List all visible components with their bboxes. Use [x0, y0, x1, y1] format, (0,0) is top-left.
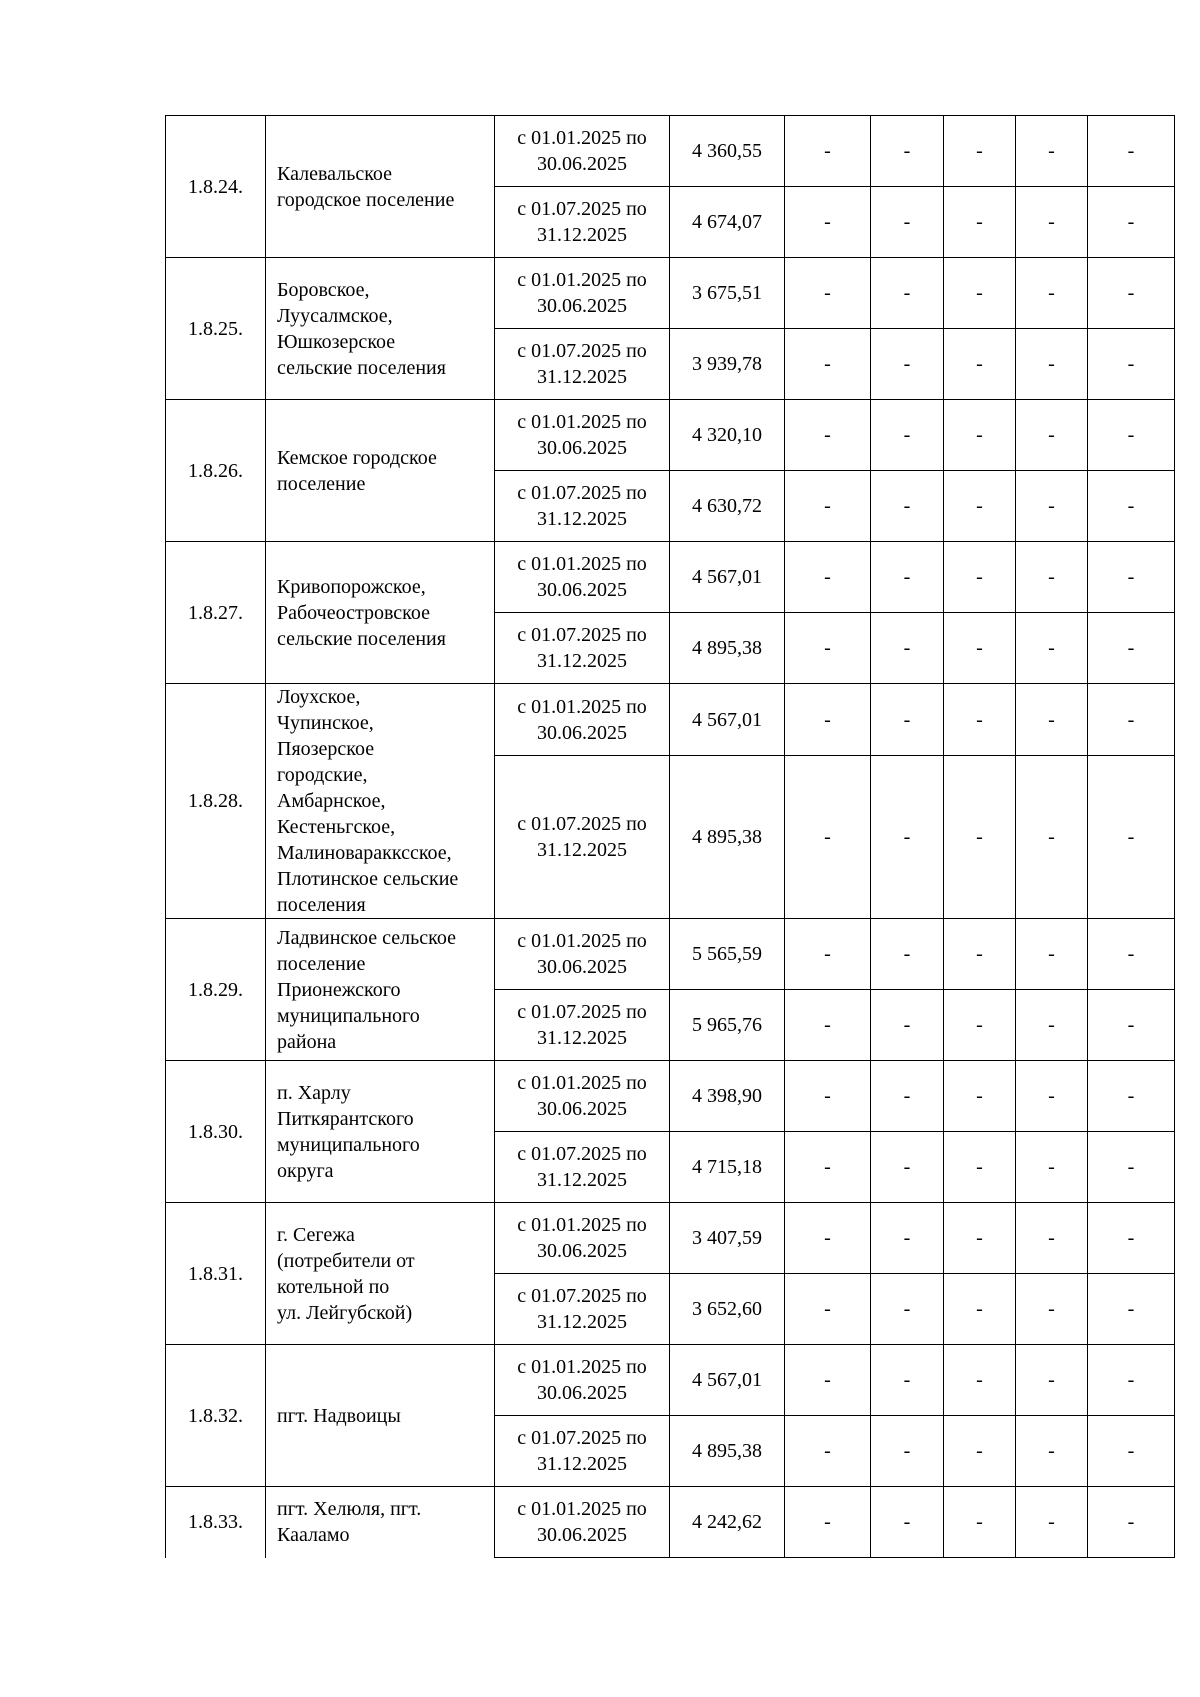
settlement-name: Ладвинское сельское поселение Прионежского муниципального района: [266, 919, 495, 1061]
empty-value-cell: -: [785, 1416, 871, 1487]
empty-value-cell: -: [1088, 1416, 1175, 1487]
tariff-value: 4 360,55: [670, 116, 785, 187]
empty-value-cell: -: [1088, 116, 1175, 187]
empty-value-cell: -: [1088, 1487, 1175, 1558]
empty-value-cell: -: [785, 684, 871, 756]
period-cell: с 01.01.2025 по 30.06.2025: [495, 1487, 670, 1558]
period-cell: с 01.01.2025 по 30.06.2025: [495, 542, 670, 613]
settlement-name: Кривопорожское, Рабочеостровское сельские поселения: [266, 542, 495, 684]
tariff-value: 4 895,38: [670, 613, 785, 684]
empty-value-cell: -: [1016, 258, 1088, 329]
empty-value-cell: -: [944, 258, 1016, 329]
empty-value-cell: -: [871, 990, 944, 1061]
empty-value-cell: -: [871, 919, 944, 990]
settlement-name: Кемское городское поселение: [266, 400, 495, 542]
period-cell: с 01.01.2025 по 30.06.2025: [495, 919, 670, 990]
empty-value-cell: -: [1088, 187, 1175, 258]
empty-value-cell: -: [944, 1416, 1016, 1487]
empty-value-cell: -: [1016, 1487, 1088, 1558]
empty-value-cell: -: [944, 1487, 1016, 1558]
empty-value-cell: -: [1016, 116, 1088, 187]
empty-value-cell: -: [785, 471, 871, 542]
empty-value-cell: -: [871, 400, 944, 471]
period-cell: с 01.07.2025 по 31.12.2025: [495, 1416, 670, 1487]
empty-value-cell: -: [785, 400, 871, 471]
period-cell: с 01.01.2025 по 30.06.2025: [495, 1061, 670, 1132]
empty-value-cell: -: [1088, 1274, 1175, 1345]
tariff-value: 4 895,38: [670, 1416, 785, 1487]
period-cell: с 01.01.2025 по 30.06.2025: [495, 116, 670, 187]
empty-value-cell: -: [944, 1274, 1016, 1345]
empty-value-cell: -: [871, 756, 944, 919]
period-cell: с 01.07.2025 по 31.12.2025: [495, 1132, 670, 1203]
empty-value-cell: -: [785, 990, 871, 1061]
tariff-value: 4 567,01: [670, 684, 785, 756]
empty-value-cell: -: [785, 1487, 871, 1558]
empty-value-cell: -: [1016, 613, 1088, 684]
row-number: 1.8.25.: [166, 258, 266, 400]
empty-value-cell: -: [871, 684, 944, 756]
tariff-value: 3 407,59: [670, 1203, 785, 1274]
row-number: 1.8.28.: [166, 684, 266, 919]
empty-value-cell: -: [1088, 613, 1175, 684]
settlement-name: Калевальское городское поселение: [266, 116, 495, 258]
empty-value-cell: -: [1088, 990, 1175, 1061]
empty-value-cell: -: [944, 919, 1016, 990]
empty-value-cell: -: [1016, 329, 1088, 400]
empty-value-cell: -: [944, 116, 1016, 187]
empty-value-cell: -: [1016, 756, 1088, 919]
empty-value-cell: -: [785, 1061, 871, 1132]
empty-value-cell: -: [1016, 400, 1088, 471]
empty-value-cell: -: [944, 187, 1016, 258]
empty-value-cell: -: [944, 684, 1016, 756]
empty-value-cell: -: [1088, 1345, 1175, 1416]
empty-value-cell: -: [1088, 1132, 1175, 1203]
empty-value-cell: -: [1016, 1203, 1088, 1274]
table-row: [166, 542, 1175, 613]
tariff-table: [165, 115, 1175, 1558]
empty-value-cell: -: [785, 1345, 871, 1416]
empty-value-cell: -: [1088, 400, 1175, 471]
tariff-value: 3 675,51: [670, 258, 785, 329]
empty-value-cell: -: [785, 1274, 871, 1345]
table-row: [166, 1061, 1175, 1132]
settlement-name: г. Сегежа (потребители от котельной по ул. Лейгубской): [266, 1203, 495, 1345]
empty-value-cell: -: [1016, 471, 1088, 542]
empty-value-cell: -: [944, 1345, 1016, 1416]
empty-value-cell: -: [785, 258, 871, 329]
empty-value-cell: -: [944, 329, 1016, 400]
empty-value-cell: -: [944, 471, 1016, 542]
period-cell: с 01.07.2025 по 31.12.2025: [495, 756, 670, 919]
period-cell: с 01.01.2025 по 30.06.2025: [495, 684, 670, 756]
period-cell: с 01.01.2025 по 30.06.2025: [495, 1203, 670, 1274]
empty-value-cell: -: [1088, 919, 1175, 990]
row-number: 1.8.26.: [166, 400, 266, 542]
empty-value-cell: -: [871, 1274, 944, 1345]
empty-value-cell: -: [1016, 684, 1088, 756]
empty-value-cell: -: [1088, 756, 1175, 919]
table-row: [166, 258, 1175, 329]
tariff-value: 4 320,10: [670, 400, 785, 471]
row-number: 1.8.27.: [166, 542, 266, 684]
period-cell: с 01.07.2025 по 31.12.2025: [495, 471, 670, 542]
empty-value-cell: -: [871, 1416, 944, 1487]
settlement-name: пгт. Хелюля, пгт. Кааламо: [266, 1487, 495, 1558]
empty-value-cell: -: [871, 613, 944, 684]
row-number: 1.8.30.: [166, 1061, 266, 1203]
empty-value-cell: -: [1016, 1345, 1088, 1416]
tariff-value: 4 715,18: [670, 1132, 785, 1203]
period-cell: с 01.07.2025 по 31.12.2025: [495, 1274, 670, 1345]
empty-value-cell: -: [871, 258, 944, 329]
table-row: [166, 684, 1175, 756]
table-row: [166, 400, 1175, 471]
empty-value-cell: -: [944, 990, 1016, 1061]
empty-value-cell: -: [785, 329, 871, 400]
period-cell: с 01.07.2025 по 31.12.2025: [495, 613, 670, 684]
empty-value-cell: -: [785, 542, 871, 613]
empty-value-cell: -: [785, 756, 871, 919]
empty-value-cell: -: [1016, 990, 1088, 1061]
row-number: 1.8.33.: [166, 1487, 266, 1558]
empty-value-cell: -: [871, 329, 944, 400]
settlement-name: п. Харлу Питкярантского муниципального округа: [266, 1061, 495, 1203]
period-cell: с 01.01.2025 по 30.06.2025: [495, 400, 670, 471]
table-row: [166, 919, 1175, 990]
empty-value-cell: -: [871, 1132, 944, 1203]
period-cell: с 01.01.2025 по 30.06.2025: [495, 1345, 670, 1416]
row-number: 1.8.32.: [166, 1345, 266, 1487]
empty-value-cell: -: [871, 116, 944, 187]
empty-value-cell: -: [871, 187, 944, 258]
table-row: [166, 1203, 1175, 1274]
empty-value-cell: -: [1016, 1132, 1088, 1203]
tariff-value: 5 965,76: [670, 990, 785, 1061]
tariff-value: 4 242,62: [670, 1487, 785, 1558]
tariff-value: 3 652,60: [670, 1274, 785, 1345]
empty-value-cell: -: [871, 542, 944, 613]
settlement-name: Лоухское, Чупинское, Пяозерское городские, Амбарнское, Кестеньгское, Малиноваракксское, Плотинское сельские поселения: [266, 684, 495, 919]
empty-value-cell: -: [785, 919, 871, 990]
empty-value-cell: -: [785, 613, 871, 684]
row-number: 1.8.24.: [166, 116, 266, 258]
empty-value-cell: -: [1088, 329, 1175, 400]
empty-value-cell: -: [1088, 1203, 1175, 1274]
period-cell: с 01.07.2025 по 31.12.2025: [495, 990, 670, 1061]
empty-value-cell: -: [871, 1345, 944, 1416]
table-row: [166, 116, 1175, 187]
empty-value-cell: -: [871, 1203, 944, 1274]
period-cell: с 01.07.2025 по 31.12.2025: [495, 187, 670, 258]
empty-value-cell: -: [871, 1487, 944, 1558]
table-row: [166, 1487, 1175, 1558]
tariff-value: 4 895,38: [670, 756, 785, 919]
empty-value-cell: -: [1016, 1274, 1088, 1345]
empty-value-cell: -: [1088, 1061, 1175, 1132]
tariff-value: 4 398,90: [670, 1061, 785, 1132]
period-cell: с 01.01.2025 по 30.06.2025: [495, 258, 670, 329]
empty-value-cell: -: [1088, 471, 1175, 542]
empty-value-cell: -: [1088, 542, 1175, 613]
empty-value-cell: -: [944, 613, 1016, 684]
row-number: 1.8.31.: [166, 1203, 266, 1345]
empty-value-cell: -: [785, 116, 871, 187]
settlement-name: пгт. Надвоицы: [266, 1345, 495, 1487]
tariff-value: 4 567,01: [670, 1345, 785, 1416]
row-number: 1.8.29.: [166, 919, 266, 1061]
empty-value-cell: -: [1016, 187, 1088, 258]
empty-value-cell: -: [1016, 1061, 1088, 1132]
tariff-value: 5 565,59: [670, 919, 785, 990]
empty-value-cell: -: [871, 471, 944, 542]
tariff-value: 4 567,01: [670, 542, 785, 613]
empty-value-cell: -: [944, 400, 1016, 471]
tariff-value: 4 630,72: [670, 471, 785, 542]
settlement-name: Боровское, Луусалмское, Юшкозерское сельские поселения: [266, 258, 495, 400]
empty-value-cell: -: [1088, 258, 1175, 329]
table-row: [166, 1345, 1175, 1416]
empty-value-cell: -: [785, 1203, 871, 1274]
empty-value-cell: -: [871, 1061, 944, 1132]
empty-value-cell: -: [1016, 919, 1088, 990]
empty-value-cell: -: [785, 1132, 871, 1203]
empty-value-cell: -: [944, 1132, 1016, 1203]
empty-value-cell: -: [1088, 684, 1175, 756]
empty-value-cell: -: [944, 1061, 1016, 1132]
empty-value-cell: -: [944, 542, 1016, 613]
tariff-value: 4 674,07: [670, 187, 785, 258]
empty-value-cell: -: [1016, 542, 1088, 613]
empty-value-cell: -: [944, 756, 1016, 919]
period-cell: с 01.07.2025 по 31.12.2025: [495, 329, 670, 400]
empty-value-cell: -: [785, 187, 871, 258]
empty-value-cell: -: [1016, 1416, 1088, 1487]
empty-value-cell: -: [944, 1203, 1016, 1274]
tariff-value: 3 939,78: [670, 329, 785, 400]
